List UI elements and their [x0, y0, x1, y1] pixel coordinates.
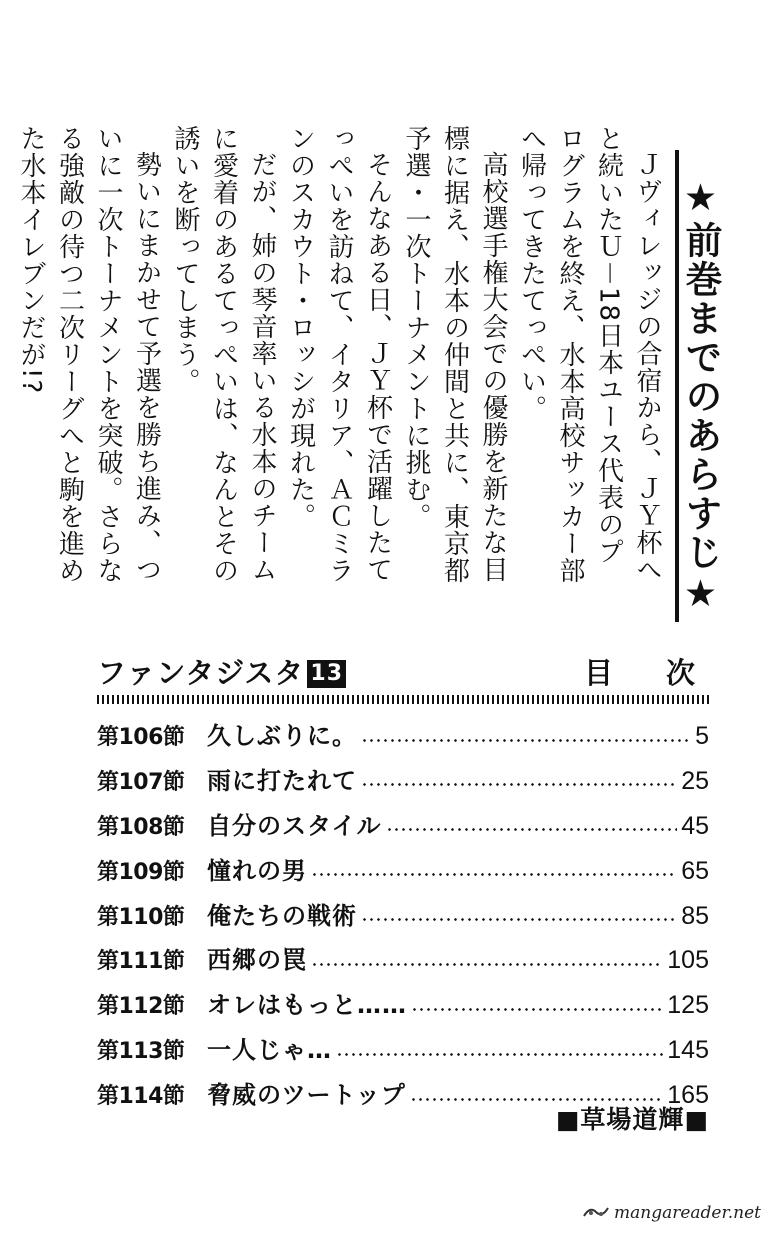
toc-chapter: 第106節: [97, 725, 185, 750]
toc-title: 自分のスタイル: [207, 811, 382, 840]
toc-chapter: 第114節: [97, 1084, 185, 1110]
toc-leader-dots: [386, 828, 678, 831]
toc-leader-dots: [311, 963, 663, 966]
toc-page-number: 25: [681, 766, 709, 795]
toc-chapter: 第110節: [97, 904, 185, 930]
toc-leader-dots: [336, 1053, 663, 1056]
synopsis-paragraph: 勢いにまかせて予選を勝ち進み、ついに一次トーナメントを突破。さらなる強敵の待つ二次リーグへと駒を進めた水本イレブンだが!?: [16, 125, 162, 584]
toc-entry[interactable]: [97, 991, 709, 1019]
mangareader-logo-icon: [582, 1204, 610, 1220]
toc-title: オレはもっと……: [207, 991, 407, 1020]
toc-title: 久しぶりに。: [207, 722, 357, 750]
watermark[interactable]: [582, 1203, 761, 1223]
toc-entry[interactable]: [97, 767, 709, 795]
toc-leader-dots: [361, 783, 677, 786]
toc-title: 雨に打たれて: [207, 766, 357, 795]
synopsis-paragraph: だが、姉の琴音率いる水本のチームに愛着のあるてっぺいは、なんとその誘いを断ってしまう。: [170, 125, 277, 584]
toc-chapter: 第108節: [97, 814, 185, 840]
toc-entry[interactable]: [97, 946, 709, 974]
synopsis-paragraph: Ｊヴィレッジの合宿から、ＪＹ杯へと続いたＵ－18日本ユース代表のプログラムを終え、水本高校サッカー部へ帰ってきたてっぺい。: [516, 125, 662, 584]
contents-label: 目 次: [583, 656, 707, 690]
toc-title: 西郷の罠: [207, 946, 307, 975]
toc-page-number: 165: [667, 1081, 709, 1110]
synopsis-title: ★前巻までのあらすじ★: [679, 176, 722, 617]
toc-chapter: 第112節: [97, 994, 185, 1020]
synopsis-paragraph: そんなある日、ＪＹ杯で活躍したてっぺいを訪ねて、イタリア、ＡＣミランのスカウト・ロッシが現れた。: [285, 125, 393, 584]
toc-list: [97, 722, 709, 1126]
toc-page-number: 65: [681, 856, 709, 885]
series-name: ファンタジスタ: [97, 656, 305, 690]
toc-page-number: 145: [667, 1036, 709, 1065]
toc-leader-dots: [411, 1008, 663, 1011]
toc-chapter: 第109節: [97, 859, 185, 885]
toc-leader-dots: [361, 918, 677, 921]
toc-page-number: 105: [667, 946, 709, 975]
toc-leader-dots: [311, 873, 677, 876]
watermark-text: mangareader.net: [614, 1203, 761, 1223]
toc-entry[interactable]: [97, 722, 709, 750]
toc-header: [97, 655, 707, 695]
toc-page-number: 5: [695, 722, 709, 750]
toc-leader-dots: [410, 1098, 663, 1101]
toc-entry[interactable]: [97, 857, 709, 885]
toc-page-number: 85: [681, 901, 709, 930]
author-credit: ■草場道輝■: [555, 1105, 709, 1134]
toc-leader-dots: [361, 739, 691, 742]
toc-entry[interactable]: [97, 902, 709, 930]
toc-page-number: 45: [681, 811, 709, 840]
toc-page-number: 125: [667, 991, 709, 1020]
synopsis-body: [12, 125, 667, 585]
toc-entry[interactable]: [97, 812, 709, 840]
volume-number: 13: [307, 660, 346, 688]
toc-chapter: 第111節: [97, 949, 185, 975]
toc-title: 脅威のツートップ: [207, 1081, 406, 1110]
toc-entry[interactable]: [97, 1036, 709, 1064]
toc-chapter: 第113節: [97, 1039, 185, 1065]
toc-chapter: 第107節: [97, 769, 185, 795]
series-title: [97, 655, 346, 691]
toc-title: 憧れの男: [207, 856, 307, 885]
hatch-divider: [97, 695, 709, 704]
toc-title: 一人じゃ…: [207, 1036, 332, 1065]
toc-title: 俺たちの戦術: [207, 901, 357, 930]
synopsis-paragraph: 高校選手権大会での優勝を新たな目標に据え、水本の仲間と共に、東京都予選・一次トーナメントに挑む。: [401, 125, 508, 584]
